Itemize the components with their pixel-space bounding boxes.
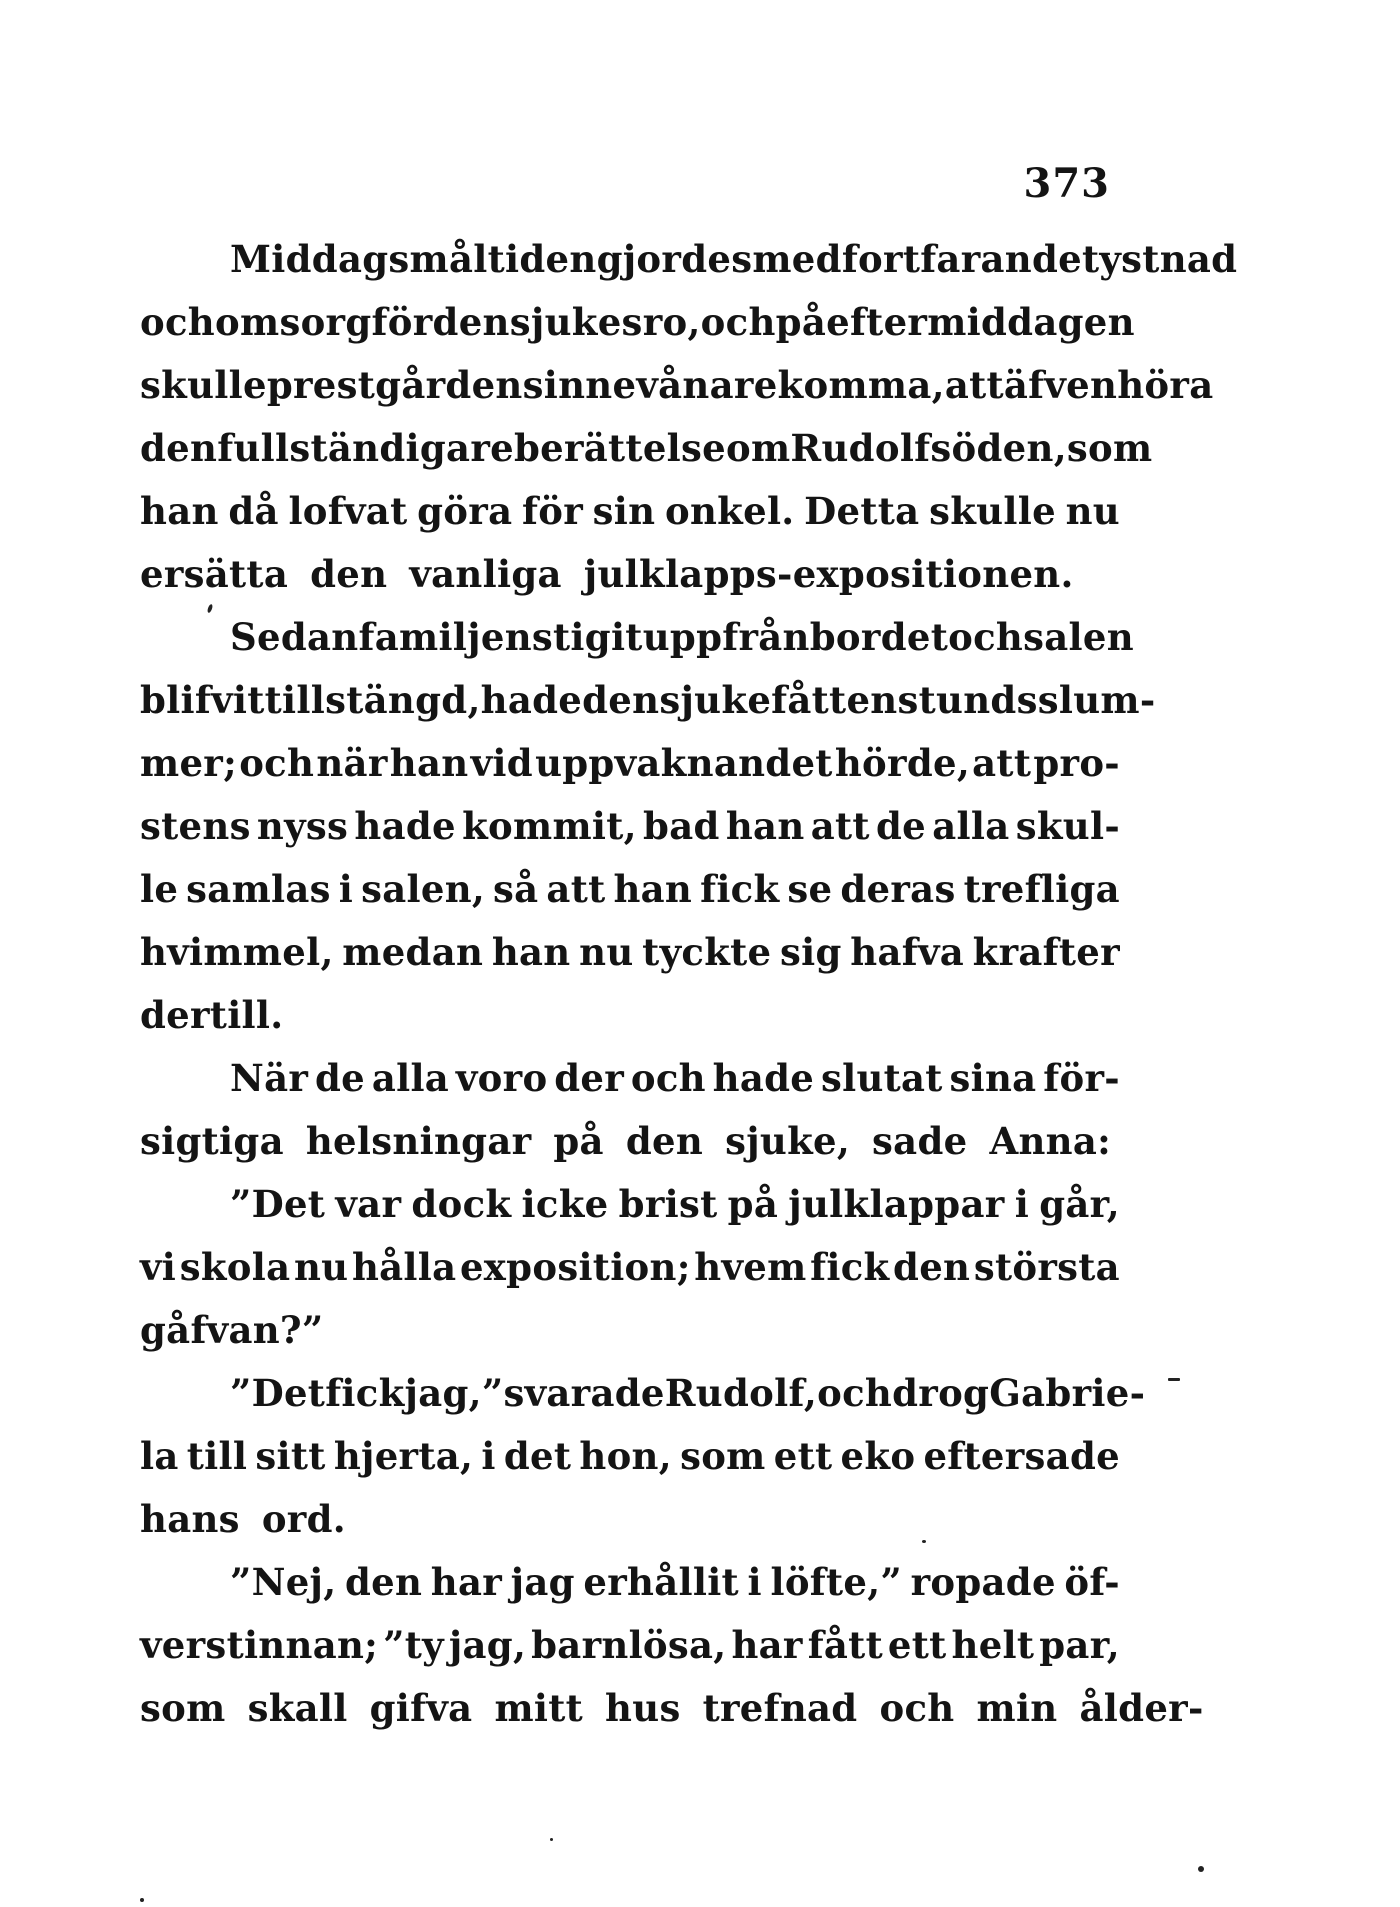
word: den bbox=[582, 678, 660, 722]
word: har bbox=[430, 1560, 503, 1604]
word: slutat bbox=[820, 1056, 943, 1100]
word: sina bbox=[949, 1056, 1037, 1100]
word: skulle bbox=[140, 363, 267, 407]
word: omsorg bbox=[215, 300, 372, 344]
word: nu bbox=[293, 1245, 349, 1289]
word: fick bbox=[810, 1245, 890, 1289]
word: skul- bbox=[1015, 804, 1120, 848]
word: gjordes bbox=[596, 237, 753, 281]
word: eftersade bbox=[923, 1434, 1120, 1478]
word: eko bbox=[840, 1434, 916, 1478]
word: stigit bbox=[531, 615, 643, 659]
word: det bbox=[503, 1434, 572, 1478]
word: fått bbox=[807, 1623, 883, 1667]
word: upp bbox=[642, 615, 723, 659]
word: tystnad bbox=[1081, 237, 1238, 281]
word: som bbox=[1066, 426, 1153, 470]
word: den bbox=[625, 1119, 704, 1163]
word: nu bbox=[579, 930, 634, 974]
word: att bbox=[972, 741, 1032, 785]
word: trefnad bbox=[702, 1686, 858, 1730]
word: sitt bbox=[255, 1434, 326, 1478]
word: trefliga bbox=[963, 867, 1120, 911]
word: att bbox=[546, 867, 606, 911]
word: skulle bbox=[929, 489, 1056, 533]
word: en bbox=[846, 678, 898, 722]
word: att bbox=[944, 363, 1004, 407]
word: för bbox=[371, 300, 433, 344]
word: de bbox=[315, 1056, 366, 1100]
word: innevånare bbox=[543, 363, 778, 407]
word: komma, bbox=[777, 363, 945, 407]
word: Anna: bbox=[989, 1119, 1112, 1163]
word: onkel. bbox=[665, 489, 795, 533]
word: hade bbox=[354, 804, 456, 848]
text-line bbox=[140, 1551, 1120, 1614]
word: så bbox=[493, 867, 539, 911]
word: der bbox=[554, 1056, 625, 1100]
word: sig bbox=[779, 930, 842, 974]
word: julklappar bbox=[788, 1182, 1005, 1226]
word: Rudolf, bbox=[664, 1371, 818, 1415]
body-text bbox=[140, 228, 1238, 1740]
word: största bbox=[973, 1245, 1120, 1289]
word: pro- bbox=[1033, 741, 1120, 785]
word: sjukes bbox=[509, 300, 643, 344]
text-line bbox=[140, 984, 1120, 1047]
word: nyss bbox=[256, 804, 349, 848]
word: för- bbox=[1043, 1056, 1120, 1100]
word: skola bbox=[179, 1245, 291, 1289]
word: han bbox=[491, 930, 571, 974]
word: han bbox=[725, 804, 805, 848]
word: sade bbox=[872, 1119, 968, 1163]
word: ålder- bbox=[1079, 1686, 1204, 1730]
word: hans bbox=[140, 1497, 240, 1541]
word: sin bbox=[592, 489, 656, 533]
word: från bbox=[722, 615, 810, 659]
word: bad bbox=[643, 804, 720, 848]
word: kommit, bbox=[462, 804, 637, 848]
text-line bbox=[140, 1236, 1120, 1299]
word: helt bbox=[951, 1623, 1035, 1667]
word: och bbox=[140, 300, 216, 344]
text-line bbox=[140, 1362, 1146, 1425]
word: i bbox=[481, 1434, 496, 1478]
word: den bbox=[432, 300, 510, 344]
print-speck bbox=[922, 1540, 926, 1543]
word: vid bbox=[470, 741, 533, 785]
word: löfte,” bbox=[770, 1560, 903, 1604]
word: med bbox=[752, 237, 842, 281]
word: hade bbox=[712, 1056, 815, 1100]
word: vanliga bbox=[409, 552, 562, 596]
word: han bbox=[613, 867, 693, 911]
word: skall bbox=[247, 1686, 348, 1730]
print-speck bbox=[140, 1898, 144, 1902]
word: ”Det bbox=[230, 1371, 326, 1415]
word: sigtiga bbox=[140, 1119, 284, 1163]
text-line bbox=[140, 417, 1153, 480]
word: nu bbox=[1065, 489, 1120, 533]
text-line bbox=[140, 354, 1214, 417]
word: Gabrie- bbox=[989, 1371, 1146, 1415]
word: den bbox=[140, 426, 218, 470]
word: på bbox=[775, 300, 827, 344]
word: i bbox=[338, 867, 354, 911]
word: ett bbox=[773, 1434, 833, 1478]
word: hon, bbox=[579, 1434, 672, 1478]
word: ropade bbox=[910, 1560, 1056, 1604]
word: och bbox=[700, 300, 776, 344]
word: fortfarande bbox=[841, 237, 1082, 281]
word: par, bbox=[1039, 1623, 1120, 1667]
word: öf- bbox=[1064, 1560, 1120, 1604]
word: i bbox=[747, 1560, 762, 1604]
word: höra bbox=[1117, 363, 1214, 407]
word: dock bbox=[411, 1182, 512, 1226]
word: han bbox=[140, 489, 219, 533]
word: då bbox=[228, 489, 279, 533]
word: mitt bbox=[494, 1686, 584, 1730]
word: och bbox=[948, 615, 1024, 659]
word: att bbox=[810, 804, 870, 848]
word: sjuke bbox=[659, 678, 772, 722]
word: fick bbox=[325, 1371, 405, 1415]
word: Rudolfs bbox=[790, 426, 952, 470]
word: prestgårdens bbox=[266, 363, 544, 407]
word: hörde, bbox=[834, 741, 971, 785]
word: eftermiddagen bbox=[826, 300, 1135, 344]
text-line bbox=[140, 1488, 1120, 1551]
word: hus bbox=[605, 1686, 681, 1730]
word: le bbox=[140, 867, 179, 911]
text-line bbox=[140, 480, 1120, 543]
word: äfven bbox=[1003, 363, 1118, 407]
word: jag,” bbox=[404, 1371, 504, 1415]
word: krafter bbox=[972, 930, 1120, 974]
word: för bbox=[522, 489, 583, 533]
word: alla bbox=[371, 1056, 450, 1100]
word: och bbox=[630, 1056, 706, 1100]
text-line bbox=[140, 1677, 1204, 1740]
text-line bbox=[140, 732, 1120, 795]
word: hvimmel, bbox=[140, 930, 334, 974]
text-line bbox=[140, 228, 1238, 291]
word: bordet bbox=[809, 615, 949, 659]
text-line bbox=[140, 606, 1134, 669]
word: salen bbox=[1023, 615, 1134, 659]
word: helsningar bbox=[305, 1119, 532, 1163]
word: till bbox=[186, 1434, 248, 1478]
text-line bbox=[140, 1047, 1120, 1110]
text-line bbox=[140, 1425, 1120, 1488]
word: ett bbox=[887, 1623, 947, 1667]
word: går, bbox=[1039, 1182, 1120, 1226]
text-line bbox=[140, 1110, 1120, 1173]
word: fullständigare bbox=[217, 426, 514, 470]
word: alla bbox=[932, 804, 1010, 848]
word: salen, bbox=[361, 867, 486, 911]
word: ord. bbox=[261, 1497, 346, 1541]
text-line bbox=[140, 1614, 1120, 1677]
word: barnlösa, bbox=[531, 1623, 727, 1667]
word: fått bbox=[771, 678, 847, 722]
word: när bbox=[316, 741, 388, 785]
word: tyckte bbox=[642, 930, 772, 974]
word: drog bbox=[892, 1371, 990, 1415]
word: Sedan bbox=[230, 615, 359, 659]
word: gåfvan?” bbox=[140, 1308, 324, 1352]
word: icke bbox=[521, 1182, 609, 1226]
word: dertill. bbox=[140, 993, 284, 1037]
word: se bbox=[787, 867, 833, 911]
print-speck bbox=[1168, 1378, 1180, 1381]
word: sjuke, bbox=[725, 1119, 851, 1163]
word: brist bbox=[618, 1182, 718, 1226]
word: var bbox=[335, 1182, 402, 1226]
word: Middagsmåltiden bbox=[230, 237, 597, 281]
text-line bbox=[140, 795, 1120, 858]
word: ersätta bbox=[140, 552, 289, 596]
word: om bbox=[725, 426, 791, 470]
word: hjerta, bbox=[333, 1434, 474, 1478]
word: verstinnan; bbox=[140, 1623, 379, 1667]
word: hålla bbox=[351, 1245, 457, 1289]
word: och bbox=[879, 1686, 955, 1730]
word: den bbox=[345, 1560, 423, 1604]
word: uppvaknandet bbox=[535, 741, 833, 785]
text-line bbox=[140, 543, 1120, 606]
text-line bbox=[140, 669, 1156, 732]
word: svarade bbox=[503, 1371, 665, 1415]
word: ro, bbox=[642, 300, 701, 344]
word: fick bbox=[700, 867, 780, 911]
text-line bbox=[140, 291, 1135, 354]
word: gifva bbox=[369, 1686, 473, 1730]
word: som bbox=[680, 1434, 766, 1478]
word: jag bbox=[510, 1560, 575, 1604]
word: mer; bbox=[140, 741, 238, 785]
page-number: 373 bbox=[1023, 160, 1110, 207]
word: deras bbox=[840, 867, 956, 911]
print-speck bbox=[1198, 1866, 1204, 1872]
word: i bbox=[1014, 1182, 1030, 1226]
print-speck bbox=[550, 1838, 553, 1841]
word: jag, bbox=[448, 1623, 527, 1667]
word: tillstängd, bbox=[264, 678, 481, 722]
word: göra bbox=[417, 489, 513, 533]
word: han bbox=[389, 741, 469, 785]
word: medan bbox=[342, 930, 484, 974]
word: hade bbox=[480, 678, 583, 722]
text-line bbox=[140, 921, 1120, 984]
word: har bbox=[731, 1623, 803, 1667]
word: hafva bbox=[850, 930, 965, 974]
word: hvem bbox=[694, 1245, 807, 1289]
word: öden, bbox=[951, 426, 1067, 470]
word: de bbox=[876, 804, 927, 848]
word: blifvit bbox=[140, 678, 265, 722]
word: voro bbox=[455, 1056, 548, 1100]
word: lofvat bbox=[288, 489, 408, 533]
word: den bbox=[310, 552, 388, 596]
word: slum- bbox=[1037, 678, 1156, 722]
word: som bbox=[140, 1686, 226, 1730]
word: den bbox=[893, 1245, 971, 1289]
text-line bbox=[140, 858, 1120, 921]
word: Detta bbox=[804, 489, 920, 533]
word: vi bbox=[140, 1245, 177, 1289]
word: på bbox=[727, 1182, 779, 1226]
word: på bbox=[553, 1119, 604, 1163]
word: la bbox=[140, 1434, 179, 1478]
word: ”Nej, bbox=[230, 1560, 337, 1604]
text-line bbox=[140, 1173, 1120, 1236]
word: berättelse bbox=[513, 426, 726, 470]
word: erhållit bbox=[583, 1560, 739, 1604]
text-line bbox=[140, 1299, 1120, 1362]
word: ”ty bbox=[383, 1623, 444, 1667]
word: När bbox=[230, 1056, 309, 1100]
word: julklapps-expositionen. bbox=[583, 552, 1074, 596]
word: och bbox=[239, 741, 315, 785]
word: ”Det bbox=[230, 1182, 326, 1226]
word: stens bbox=[140, 804, 251, 848]
word: familjen bbox=[358, 615, 532, 659]
word: exposition; bbox=[459, 1245, 691, 1289]
word: stunds bbox=[897, 678, 1038, 722]
word: och bbox=[817, 1371, 893, 1415]
word: min bbox=[976, 1686, 1058, 1730]
word: samlas bbox=[186, 867, 331, 911]
